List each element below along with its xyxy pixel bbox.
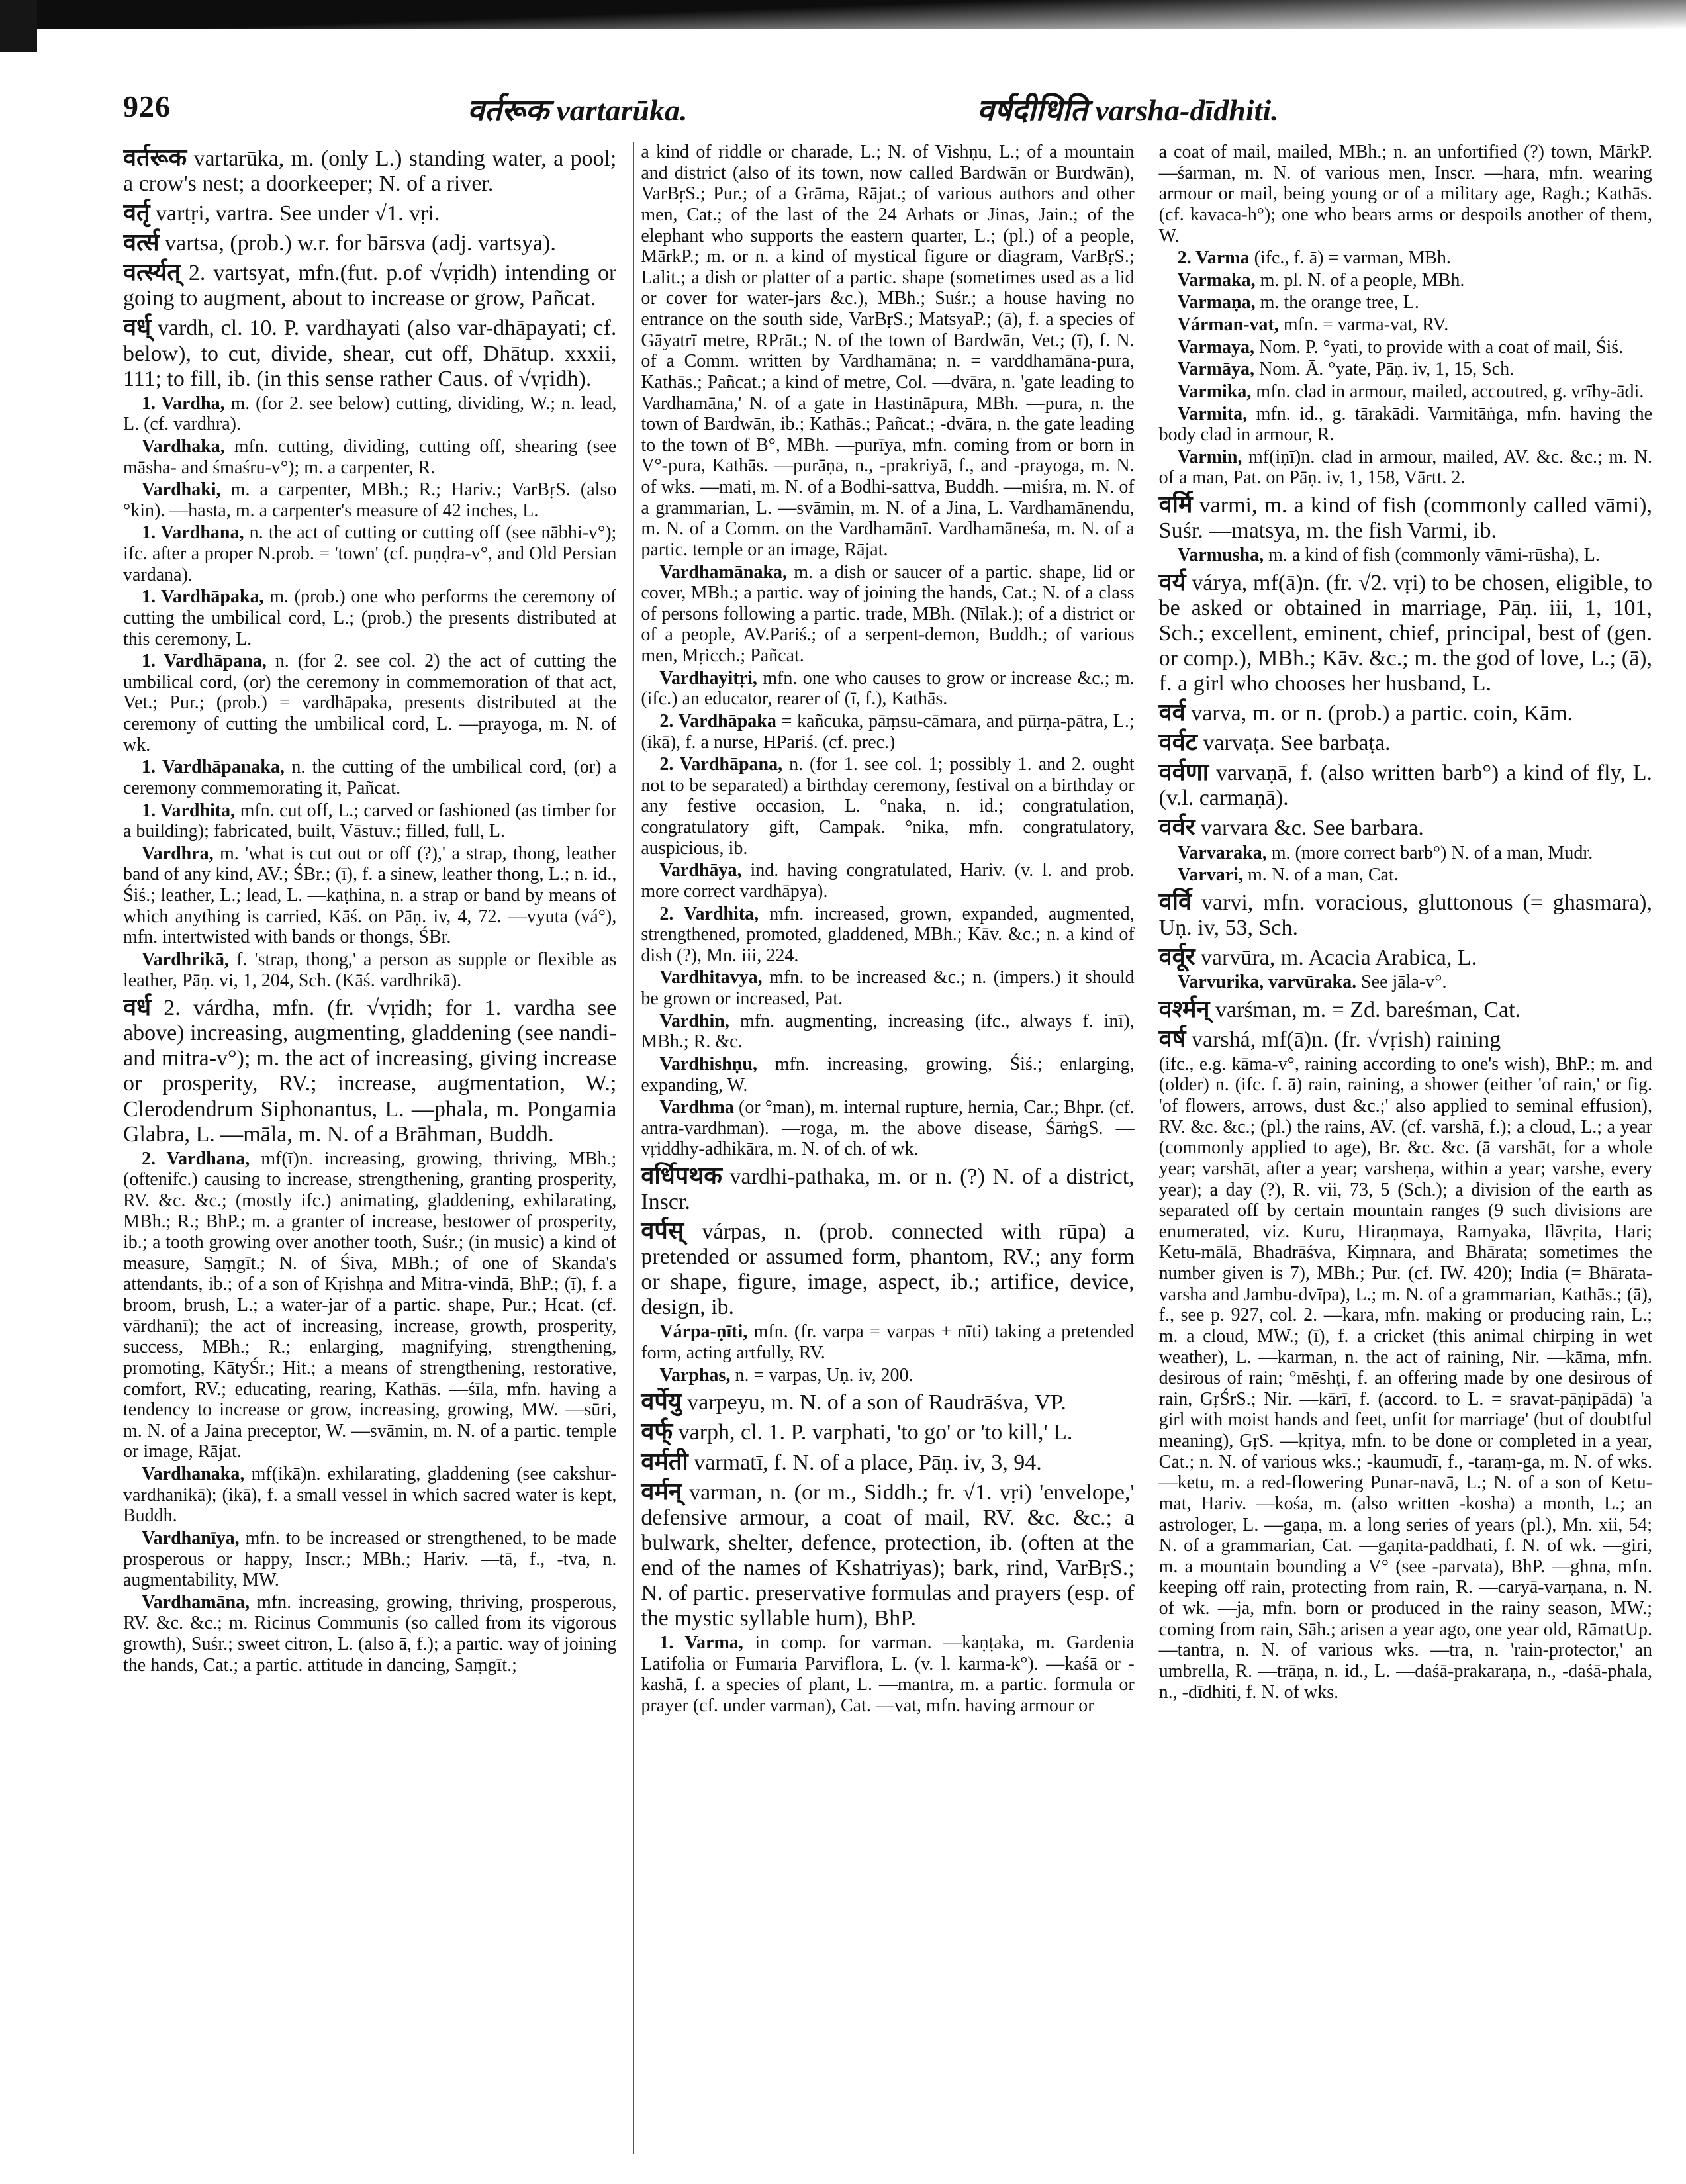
dictionary-entry	[123, 949, 616, 991]
dictionary-entry	[123, 259, 616, 311]
dictionary-entry	[1159, 843, 1652, 864]
entry-headword: 2. Vardhāpaka	[659, 710, 776, 732]
entry-definition: m. a kind of fish (commonly vāmi-rūsha), L.	[1268, 545, 1600, 566]
guide-word-left: वर्तरूक vartarūka.	[467, 93, 688, 127]
dictionary-entry	[123, 144, 616, 197]
entry-definition: in comp. for varman. —kaṇṭaka, m. Gardenia Latifolia or Fumaria Parviflora, L. (v. l. karma-k°). —kaśā or -kashā, f. a species of plant, L. —mantra, m. a partic. formula or prayer (cf. under varman), Cat. —vat, mfn. having armour or	[641, 1633, 1135, 1716]
entry-definition: n. (for 1. see col. 1; possibly 1. and 2. ought not to be separated) a birthday ceremony, festival on a birthday or any festive occasion, L. °naka, n. id.; congratulation, congratulatory gift, Campak. °nika, mfn. congratulatory, auspicious, ib.	[641, 754, 1135, 859]
entry-headword: Varmin,	[1177, 446, 1242, 467]
dictionary-entry	[1159, 972, 1652, 993]
entry-definition: (or °man), m. internal rupture, hernia, Car.; Bhpr. (cf. antra-vardhman). —roga, m. the above disease, ŚārṅgS. —vṛiddhy-adhikāra, m. N. of ch. of wk.	[641, 1097, 1135, 1160]
entry-definition: a coat of mail, mailed, MBh.; n. an unfortified (?) town, MārkP. —śarman, m. N. of various men, Inscr. —hara, mfn. wearing armour or mail, being young or of a military age, Ragh.; Kathās. (cf. kavaca-h°); one who bears arms or despoils another of them, W.	[1158, 142, 1652, 246]
entry-headword: वर्वर	[1158, 813, 1195, 841]
entry-headword: वर्पेयु	[641, 1388, 682, 1416]
page-number: 926	[123, 89, 171, 123]
dictionary-entry	[1159, 996, 1652, 1023]
dictionary-entry	[123, 199, 616, 226]
entry-definition: m. a carpenter, MBh.; R.; Hariv.; VarBṛS. (also °kin). —hasta, m. a carpenter's measure of 42 inches, L.	[123, 479, 617, 521]
entry-definition: a kind of riddle or charade, L.; N. of Vishṇu, L.; of a mountain and district (also of its town, now called Bardwān or Burdwān), VarBṛS.; Pur.; of a Grāma, Rājat.; of various authors and other men, Cat.; of the last of the 24 Arhats or Jinas, Jain.; of the elephant who supports the eastern quarter, L.; (pl.) of a people, MārkP.; m. or n. a kind of mystical figure or diagram, VarBṛS.; Lalit.; a dish or platter of a partic. shape (sometimes used as a lid or cover for water-jars &c.), MBh.; Suśr.; a house having no entrance on the south side, VarBṛS.; MatsyaP.; (ā), f. a species of Gāyatrī metre, RPrāt.; N. of the town of Bardwān, Vet.; (ī), f. N. of a Comm. written by Vardhamāna; n. = varddhamāna-pura, Kathās.; Pañcat.; a kind of metre, Col. —dvāra, n. 'gate leading to Vardhamāna,' N. of a gate in Hastināpura, MBh. —pura, n. the town of Bardwān, ib.; Kathās.; Pañcat.; -dvāra, n. the gate leading to the town of B°, MBh. —purīya, mfn. coming from or born in V°-pura, Kathās. —purāṇa, n., -prakriyā, f., and -prayoga, m. N. of wks. —mati, m. N. of a Bodhi-sattva, Buddh. —miśra, m. N. of a grammarian, L. —svāmin, m. N. of a Jina, L. Vardhamānendu, m. N. of a Comm. on the Vardhamānī. Vardhamāneśa, m. N. of a partic. temple or an image, Rājat.	[641, 142, 1135, 560]
entry-headword: वर्तरूक	[123, 144, 187, 171]
entry-headword: Vardhanīya,	[142, 1527, 240, 1548]
entry-definition: vartsa, (prob.) w.r. for bārsva (adj. vartsya).	[165, 231, 556, 256]
entry-headword: Vardhamānaka,	[659, 561, 788, 583]
entry-definition: vartṛi, vartra. See under √1. vṛi.	[156, 201, 440, 226]
dictionary-entry	[1159, 545, 1652, 566]
entry-headword: वर्तृ	[123, 199, 150, 227]
entry-headword: Vardhma	[659, 1097, 734, 1118]
entry-headword: वर्वूर	[1158, 942, 1195, 971]
entry-headword: Vardhishṇu,	[659, 1053, 757, 1074]
entry-headword: Varvurika, varvūraka.	[1177, 972, 1357, 993]
entry-headword: वर्ष	[1158, 1024, 1186, 1053]
dictionary-entry	[641, 860, 1134, 902]
dictionary-entry	[1159, 381, 1652, 403]
entry-definition: mfn. increasing, growing, thriving, prosperous, RV. &c. &c.; m. Ricinus Communis (so called from its vigorous growth), Suśr.; sweet citron, L. (also ā, f.); a partic. way of joining the hands, Cat.; a partic. attitude in dancing, Saṃgīt.;	[123, 1591, 617, 1676]
entry-definition: (ifc., f. ā) = varman, MBh.	[1254, 248, 1451, 269]
dictionary-entry	[1159, 359, 1652, 380]
entry-headword: 1. Vardhāpana,	[142, 651, 267, 672]
entry-definition: n. (for 2. see col. 2) the act of cutting the umbilical cord, (or) the ceremony in commemoration of that act, Vet.; Pur.; (prob.) = vardhāpaka, presents distributed at the ceremony of cutting the umbilical cord, L. —prayoga, m. N. of wk.	[123, 651, 617, 755]
entry-headword: 2. Vardhāpana,	[659, 754, 783, 775]
dictionary-entry	[123, 393, 616, 435]
entry-definition: varshá, mf(ā)n. (fr. √vṛish) raining	[1191, 1027, 1501, 1052]
entry-headword: वर्त्स्यत्	[123, 258, 181, 287]
dictionary-entry	[641, 967, 1134, 1009]
entry-headword: वर्त्स	[123, 228, 160, 257]
entry-definition: vartarūka, m. (only L.) standing water, a pool; a crow's nest; a doorkeeper; N. of a river.	[123, 146, 617, 197]
page-header	[123, 89, 1652, 138]
entry-definition: n. = varpas, Uṇ. iv, 200.	[735, 1364, 913, 1386]
entry-headword: वर्मि	[1158, 491, 1193, 518]
dictionary-entry	[641, 668, 1134, 710]
entry-headword: Vardhaki,	[142, 479, 221, 500]
entry-definition: varmi, m. a kind of fish (commonly called vāmi), Suśr. —matsya, m. the fish Varmi, ib.	[1158, 493, 1652, 544]
entry-definition: (ifc., e.g. kāma-v°, raining according to one's wish), BhP.; m. and (older) n. (ifc. f. ā) rain, raining, a shower (either 'of rain,' or fig. 'of flowers, arrows, dust &c.;' also applied to seminal effusion), RV. &c. &c.; (pl.) the rains, AV. (cf. varshā, f.); a cloud, L.; a year (commonly applied to age), Br. &c. &c. (ā varshāt, for a whole year; varshāt, after a year; varsheṇa, within a year; varshe, every year); a day (?), R. vii, 73, 5 (Sch.); a division of the earth as separated off by certain mountain ranges (9 such divisions are enumerated, viz. Kuru, Hiraṇmaya, Ramyaka, Ilāvṛita, Hari; Ketu-mālā, Bhadrāśva, Kiṃnara, and Bhārata; sometimes the number given is 7), MBh.; Pur. (cf. IW. 420); India (= Bhārata-varsha and Jambu-dvīpa), L.; m. N. of a grammarian, Kathās.; (ā), f., see p. 927, col. 2. —kara, mfn. making or producing rain, L.; m. a cloud, MW.; (ī), f. a cricket (this animal chirping in wet weather), L. —karman, n. the act of raining, Nir. —kāma, mfn. desirous of rain; °mēshṭi, f. an offering made by one desirous of rain, GṛŚrS.; Nir. —kārī, f. (accord. to L. = sravat-pāṇipādā) 'a girl with moist hands and feet, unfit for marriage' (but of doubtful meaning), GṛS. —kṛitya, mfn. to be done or completed in a year, Cat.; n. N. of various wks.; -kaumudī, f., -taraṃ-ga, m. N. of wks. —ketu, m. a red-flowering Punar-navā, L.; N. of a son of Ketu-mat, Hariv. —kośa, m. (also written -kosha) a month, L.; an astrologer, L. —gaṇa, m. a long series of years (pl.), Mn. xii, 54; N. of a grammarian, Cat. —gaṇita-paddhati, f. N. of wk. —giri, m. a mountain bounding a V° (see -parvata), BhP. —ghna, mfn. keeping off rain, protecting from rain, R. —caryā-varṇana, n. N. of wk. —ja, mfn. born or produced in the rainy season, MW.; coming from rain, Sāh.; arisen a year ago, one year old, RāmatUp. —tantra, n. N. of various wks. —tra, n. 'rain-protector,' an umbrella, R. —trāṇa, n. id., L. —daśā-prakaraṇa, n., -daśā-phala, n., -dīdhiti, f. N. of wks.	[1158, 1053, 1652, 1703]
dictionary-entry	[641, 754, 1134, 859]
entry-headword: 2. Varma	[1177, 248, 1250, 269]
dictionary-entry	[1159, 447, 1652, 489]
entry-headword: 1. Vardhāpanaka,	[142, 757, 285, 778]
dictionary-entry	[641, 1217, 1134, 1320]
entry-headword: 2. Vardhita,	[659, 903, 759, 924]
dictionary-entry	[1159, 270, 1652, 291]
dictionary-entry	[641, 1418, 1134, 1445]
dictionary-entry	[123, 1464, 616, 1527]
entry-definition: varva, m. or n. (prob.) a partic. coin, Kām.	[1191, 701, 1573, 726]
entry-headword: वर्धिपथक	[641, 1162, 722, 1190]
entry-headword: Varmaya,	[1177, 336, 1255, 357]
entry-definition: mf(iṇī)n. clad in armour, mailed, AV. &c. &c.; m. N. of a man, Pat. on Pāṇ. iv, 1, 158, Vārtt. 2.	[1158, 446, 1652, 489]
dictionary-entry	[123, 1592, 616, 1676]
dictionary-entry	[123, 1149, 616, 1462]
entry-headword: Varmita,	[1177, 403, 1248, 424]
entry-definition: mfn. id., g. tārakādi. Varmitāṅga, mfn. having the body clad in armour, R.	[1158, 403, 1652, 446]
dictionary-entry	[1159, 729, 1652, 756]
dictionary-entry	[123, 522, 616, 585]
dictionary-entry	[1159, 142, 1652, 246]
dictionary-entry	[1159, 814, 1652, 841]
dictionary-entry	[641, 1365, 1134, 1386]
entry-definition: m. 'what is cut out or off (?),' a strap, thong, leather band of any kind, AV.; ŚBr.; (ī), f. a sinew, leather thong, L.; n. id., Śiś.; leather, L.; lead, L. —kaṭhina, n. a strap or band by means of which anything is carried, Kāś. on Pāṇ. iv, 4, 72. —vyuta (vá°), mfn. intertwisted with bands or thongs, ŚBr.	[123, 843, 617, 948]
entry-definition: vardh, cl. 10. P. vardhayati (also var-dhāpayati; cf. below), to cut, divide, shear, cut off, Dhātup. xxxii, 111; to fill, ib. (in this sense rather Caus. of √vṛidh).	[123, 316, 617, 391]
dictionary-entry	[641, 1448, 1134, 1476]
entry-definition: mfn. cut off, L.; carved or fashioned (as timber for a building); fabricated, built, Vāstuv.; filled, full, L.	[123, 800, 617, 842]
entry-definition: n. the act of cutting or cutting off (see nābhi-v°); ifc. after a proper N.prob. = 'town' (cf. puṇḍra-v°, and Old Persian vardana).	[123, 522, 617, 585]
entry-definition: mfn. (fr. varpa = varpas + nīti) taking a pretended form, acting artfully, RV.	[641, 1321, 1135, 1364]
entry-headword: वर्ध्	[123, 313, 152, 342]
dictionary-entry	[1159, 248, 1652, 269]
entry-definition: mfn. one who causes to grow or increase &c.; m. (ifc.) an educator, rearer of (ī, f.), Kathās.	[641, 667, 1135, 710]
entry-definition: ind. having congratulated, Hariv. (v. l. and prob. more correct vardhāpya).	[641, 860, 1135, 902]
dictionary-columns	[123, 142, 1652, 2154]
dictionary-entry	[1159, 292, 1652, 313]
entry-definition: varpeyu, m. N. of a son of Raudrāśva, VP.	[687, 1390, 1066, 1415]
entry-definition: varvi, mfn. voracious, gluttonous (= ghasmara), Uṇ. iv, 53, Sch.	[1158, 890, 1652, 940]
entry-headword: Vardhrikā,	[142, 949, 230, 970]
dictionary-entry	[1159, 943, 1652, 971]
dictionary-entry	[1159, 865, 1652, 886]
entry-definition: varph, cl. 1. P. varphati, 'to go' or 'to kill,' L.	[678, 1420, 1073, 1445]
dictionary-entry	[641, 1097, 1134, 1160]
entry-headword: Vardhitavya,	[659, 967, 763, 988]
dictionary-entry	[1159, 314, 1652, 336]
dictionary-entry	[123, 800, 616, 842]
entry-definition: 2. várdha, mfn. (fr. √vṛidh; for 1. vardha see above) increasing, augmenting, gladdening (see nandi- and mitra-v°); m. the act of increasing, giving increase or prosperity, RV.; increase, augmentation, W.; Clerodendrum Siphonantus, L. —phala, m. Pongamia Glabra, L. —māla, m. N. of a Brāhman, Buddh.	[123, 996, 617, 1147]
entry-definition: m. (for 2. see below) cutting, dividing, W.; n. lead, L. (cf. vardhra).	[123, 393, 617, 435]
entry-definition: vardhi-pathaka, m. or n. (?) N. of a district, Inscr.	[641, 1164, 1135, 1215]
guide-word-right: वर्षदीधिति varsha-dīdhiti.	[977, 93, 1279, 127]
entry-definition: m. pl. N. of a people, MBh.	[1260, 269, 1465, 291]
entry-definition: varvaṇā, f. (also written barb°) a kind of fly, L. (v.l. carmaṇā).	[1158, 761, 1652, 811]
entry-definition: várya, mf(ā)n. (fr. √2. vṛi) to be chosen, eligible, to be asked or obtained in marriage, Pāṇ. iii, 1, 101, Sch.; excellent, eminent, chief, principal, best of (gen. or comp.), MBh.; Kāv. &c.; m. the god of love, L.; (ā), f. a girl who chooses her husband, L.	[1158, 570, 1652, 696]
dictionary-entry	[123, 1528, 616, 1591]
entry-definition: varvūra, m. Acacia Arabica, L.	[1200, 945, 1477, 970]
entry-headword: Varmāya,	[1177, 359, 1255, 380]
dictionary-entry	[1159, 888, 1652, 941]
entry-headword: वर्फ्	[641, 1417, 673, 1446]
entry-headword: 2. Vardhana,	[142, 1148, 250, 1169]
dictionary-entry	[641, 904, 1134, 967]
dictionary-entry	[641, 1054, 1134, 1096]
entry-definition: varśman, m. = Zd. bareśman, Cat.	[1215, 997, 1521, 1022]
entry-headword: Várman-vat,	[1177, 314, 1279, 335]
entry-headword: Varmaka,	[1177, 269, 1256, 291]
entry-headword: Varvari,	[1177, 865, 1243, 886]
entry-headword: वर्व	[1158, 698, 1186, 727]
entry-definition: varvaṭa. See barbaṭa.	[1203, 731, 1391, 756]
dictionary-entry	[641, 562, 1134, 667]
entry-definition: mfn. increasing, growing, Śiś.; enlarging, expanding, W.	[641, 1053, 1135, 1096]
dictionary-entry	[123, 587, 616, 649]
entry-definition: f. 'strap, thong,' a person as supple or flexible as leather, Pāṇ. vi, 1, 204, Sch. (Kāś. vardhrikā).	[123, 949, 617, 991]
dictionary-entry	[641, 711, 1134, 753]
entry-definition: mfn. to be increased or strengthened, to be made prosperous or happy, Inscr.; MBh.; Hariv. —tā, f., -tva, n. augmentability, MW.	[123, 1527, 617, 1591]
entry-headword: Varvaraka,	[1177, 842, 1267, 863]
entry-definition: Nom. P. °yati, to provide with a coat of mail, Śiś.	[1259, 336, 1624, 357]
entry-definition: = kañcuka, pāṃsu-cāmara, and pūrṇa-pātra, L.; (ikā), f. a nurse, HPariś. (cf. prec.)	[641, 710, 1135, 753]
dictionary-entry	[641, 1163, 1134, 1215]
dictionary-entry	[1159, 1054, 1652, 1703]
dictionary-entry	[123, 479, 616, 521]
dictionary-entry	[123, 229, 616, 256]
entry-headword: वर्पस्	[641, 1217, 684, 1245]
entry-definition: varman, n. (or m., Siddh.; fr. √1. vṛi) 'envelope,' defensive armour, a coat of mail, RV. &c. &c.; a bulwark, shelter, defence, protection, ib. (often at the end of the names of Kshatriyas); bark, rind, VarBṛS.; N. of partic. preservative formulas and prayers (esp. of the mystic syllable hum), BhP.	[641, 1480, 1135, 1631]
entry-headword: Varmika,	[1177, 381, 1252, 402]
entry-headword: वर्वि	[1158, 887, 1192, 916]
dictionary-entry	[1159, 699, 1652, 726]
entry-definition: 2. vartsyat, mfn.(fut. p.of √vṛidh) intending or going to augment, about to increase or grow, Pañcat.	[123, 261, 617, 311]
dictionary-entry	[641, 1633, 1134, 1717]
entry-definition: mfn. cutting, dividing, cutting off, shearing (see māsha- and śmaśru-v°); m. a carpenter, R.	[123, 436, 617, 478]
entry-headword: Vardhanaka,	[142, 1464, 245, 1485]
entry-headword: 1. Vardhita,	[142, 800, 236, 821]
dictionary-entry	[641, 1388, 1134, 1415]
dictionary-entry	[1159, 1025, 1652, 1053]
dictionary-entry	[123, 436, 616, 478]
entry-headword: Varmaṇa,	[1177, 292, 1256, 313]
entry-definition: m. N. of a man, Cat.	[1247, 865, 1399, 886]
dictionary-entry	[1159, 404, 1652, 446]
entry-definition: Nom. Ā. °yate, Pāṇ. iv, 1, 15, Sch.	[1259, 359, 1515, 380]
dictionary-entry	[123, 843, 616, 948]
entry-headword: 1. Vardha,	[142, 393, 225, 414]
column-3	[1152, 142, 1652, 2154]
scan-corner	[0, 0, 37, 52]
entry-headword: Vardhra,	[142, 843, 214, 864]
entry-definition: mfn. augmenting, increasing (ifc., always f. inī), MBh.; R. &c.	[641, 1010, 1135, 1053]
entry-headword: Vardhin,	[659, 1010, 729, 1031]
entry-headword: Vardhāya,	[659, 860, 742, 881]
dictionary-entry	[123, 314, 616, 391]
entry-headword: वर्वट	[1158, 728, 1197, 757]
entry-headword: 1. Vardhana,	[142, 522, 244, 544]
entry-definition: mfn. clad in armour, mailed, accoutred, g. vrīhy-ādi.	[1256, 381, 1644, 402]
entry-definition: m. the orange tree, L.	[1260, 292, 1419, 313]
entry-definition: n. the cutting of the umbilical cord, (or) a ceremony commemorating it, Pañcat.	[123, 757, 617, 798]
entry-headword: Vardhaka,	[142, 436, 225, 457]
dictionary-entry	[641, 142, 1134, 561]
dictionary-entry	[1159, 759, 1652, 811]
dictionary-entry	[1159, 569, 1652, 696]
entry-headword: Vardhayitṛi,	[659, 667, 757, 688]
dictionary-entry	[1159, 337, 1652, 358]
dictionary-entry	[641, 1321, 1134, 1363]
entry-headword: वर्ध	[123, 993, 152, 1021]
entry-headword: वर्य	[1158, 567, 1186, 596]
entry-headword: वर्मती	[641, 1447, 688, 1476]
dictionary-entry	[641, 1011, 1134, 1053]
dictionary-entry	[641, 1478, 1134, 1631]
entry-headword: Varphas,	[659, 1364, 731, 1386]
entry-definition: mf(ī)n. increasing, growing, thriving, MBh.; (oftenifc.) causing to increase, strengthening, granting prosperity, RV. &c. &c.; (mostly ifc.) animating, gladdening, exhilarating, MBh.; R.; BhP.; m. a granter of increase, bestower of prosperity, ib.; a tooth growing over another tooth, Suśr.; (in music) a kind of measure, Saṃgīt.; N. of Śiva, MBh.; of one of Skanda's attendants, ib.; of a son of Kṛishṇa and Mitra-vindā, BhP.; (ī), f. a broom, brush, L.; a water-jar of a partic. shape, Pur.; Hcat. (cf. vārdhanī); the act of increasing, increase, growth, prosperity, success, MBh.; R.; enlarging, magnifying, strengthening, promoting, KātyŚr.; Hit.; a means of strengthening, restorative, comfort, RV.; educating, rearing, Kathās. —śīla, mfn. having a tendency to increase or grow, increasing, growing, MW. —sūri, m. N. of a Jaina preceptor, W. —svāmin, m. N. of a partic. temple or image, Rājat.	[123, 1148, 617, 1462]
entry-definition: mfn. increased, grown, expanded, augmented, strengthened, promoted, gladdened, MBh.; Kāv. &c.; n. a kind of dish (?), Mn. iii, 224.	[641, 903, 1135, 966]
dictionary-entry	[123, 757, 616, 798]
entry-definition: See jāla-v°.	[1361, 972, 1447, 993]
entry-headword: 1. Varma,	[659, 1633, 743, 1654]
column-2	[633, 142, 1134, 2154]
dictionary-entry	[1159, 491, 1652, 544]
entry-definition: m. (prob.) one who performs the ceremony of cutting the umbilical cord, L.; (prob.) the presents distributed at this ceremony, L.	[123, 587, 617, 649]
entry-definition: m. (more correct barb°) N. of a man, Mudr.	[1271, 842, 1593, 863]
entry-definition: varmatī, f. N. of a place, Pāṇ. iv, 3, 94.	[694, 1450, 1042, 1475]
entry-definition: mfn. = varma-vat, RV.	[1283, 314, 1449, 335]
entry-definition: mf(ikā)n. exhilarating, gladdening (see cakshur-vardhanikā); (ikā), f. a small vessel in which sacred water is kept, Buddh.	[123, 1464, 617, 1527]
entry-definition: varvara &c. See barbara.	[1200, 816, 1424, 841]
entry-headword: 1. Vardhāpaka,	[142, 587, 264, 608]
entry-definition: m. a dish or saucer of a partic. shape, lid or cover, MBh.; a partic. way of joining the hands, Cat.; N. of a class of persons following a partic. trade, MBh. (Nīlak.); of a district or of a people, AV.Pariś.; of a serpent-demon, Buddh.; of various men, Mṛicch.; Pañcat.	[641, 561, 1135, 666]
entry-definition: mfn. to be increased &c.; n. (impers.) it should be grown or increased, Pat.	[641, 967, 1135, 1009]
entry-headword: Várpa-ṇīti,	[659, 1321, 748, 1343]
entry-headword: वर्वणा	[1158, 758, 1209, 786]
entry-headword: वर्श्मन्	[1158, 994, 1210, 1023]
entry-headword: Vardhamāna,	[142, 1591, 250, 1613]
entry-definition: várpas, n. (prob. connected with rūpa) a pretended or assumed form, phantom, RV.; any form or shape, figure, image, aspect, ib.; artifice, device, design, ib.	[641, 1219, 1135, 1320]
scan-edge	[0, 0, 1686, 29]
dictionary-entry	[123, 651, 616, 755]
column-1	[123, 142, 616, 2154]
entry-headword: वर्मन्	[641, 1477, 682, 1505]
dictionary-entry	[123, 994, 616, 1147]
entry-headword: Varmusha,	[1177, 545, 1264, 566]
